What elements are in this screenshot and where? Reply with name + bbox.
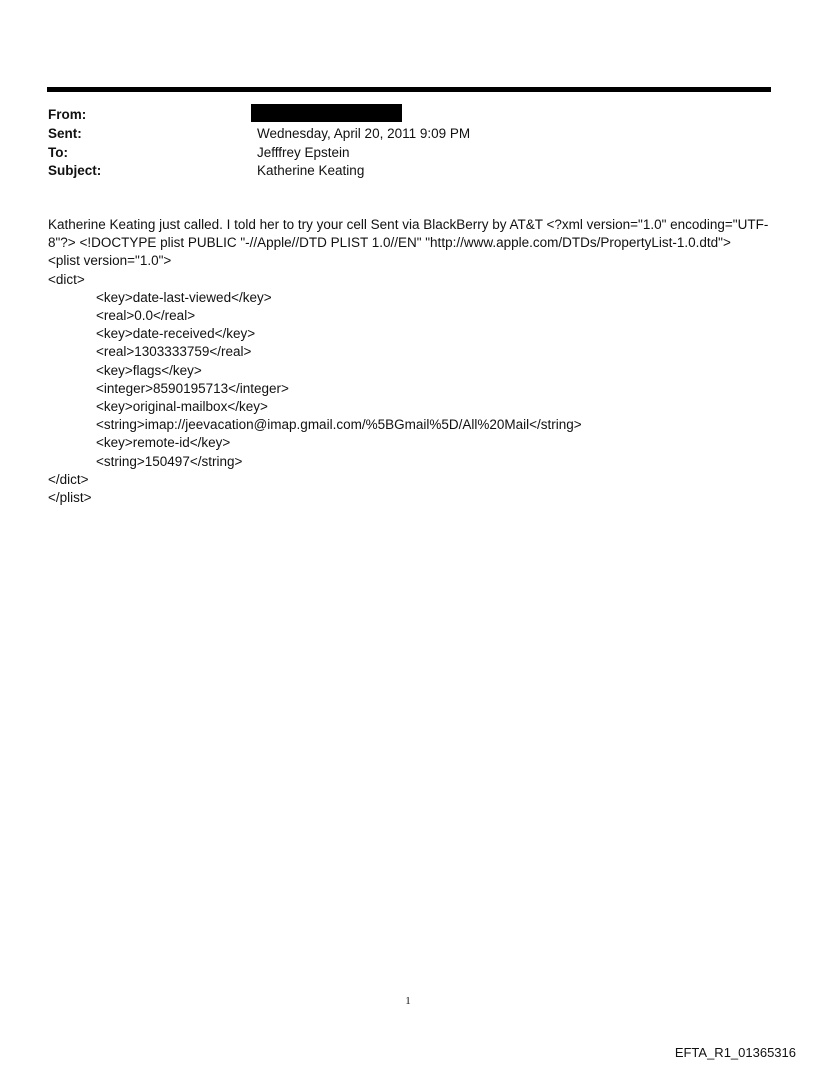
- body-line: <string>imap://jeevacation@imap.gmail.com/%5BGmail%5D/All%20Mail</string>: [96, 417, 582, 433]
- body-line: <integer>8590195713</integer>: [96, 380, 289, 396]
- subject-label: Subject:: [48, 163, 102, 178]
- to-label: To:: [48, 145, 68, 160]
- redaction-box: [251, 104, 402, 122]
- body-line: <plist version="1.0">: [48, 253, 172, 269]
- document-id: EFTA_R1_01365316: [674, 1045, 796, 1060]
- body-line: </dict>: [48, 471, 89, 487]
- body-line: </plist>: [48, 490, 92, 506]
- body-line: <string>150497</string>: [96, 453, 243, 469]
- body-line: <key>original-mailbox</key>: [96, 399, 268, 415]
- body-line: <key>flags</key>: [96, 362, 202, 378]
- body-line: <real>0.0</real>: [96, 308, 196, 324]
- body-line: <dict>: [48, 271, 85, 287]
- header-divider: [47, 87, 771, 92]
- page-number: 1: [405, 995, 411, 1007]
- subject-value: Katherine Keating: [257, 163, 365, 178]
- body-line: <key>date-received</key>: [96, 326, 256, 342]
- from-label: From:: [48, 107, 87, 122]
- sent-value: Wednesday, April 20, 2011 9:09 PM: [257, 126, 471, 141]
- sent-label: Sent:: [48, 126, 82, 141]
- body-line: <key>date-last-viewed</key>: [96, 289, 272, 305]
- body-line: 8"?> <!DOCTYPE plist PUBLIC "-//Apple//DTD PLIST 1.0//EN" "http://www.apple.com/DTDs/PropertyList-1.0.dtd">: [48, 235, 731, 251]
- body-line: <key>remote-id</key>: [96, 435, 231, 451]
- to-value: Jefffrey Epstein: [257, 145, 350, 160]
- message-body: [48, 216, 778, 507]
- body-line: <real>1303333759</real>: [96, 344, 252, 360]
- body-line: Katherine Keating just called. I told her to try your cell Sent via BlackBerry by AT&T <?xml version="1.0" encoding="UTF-: [48, 217, 769, 232]
